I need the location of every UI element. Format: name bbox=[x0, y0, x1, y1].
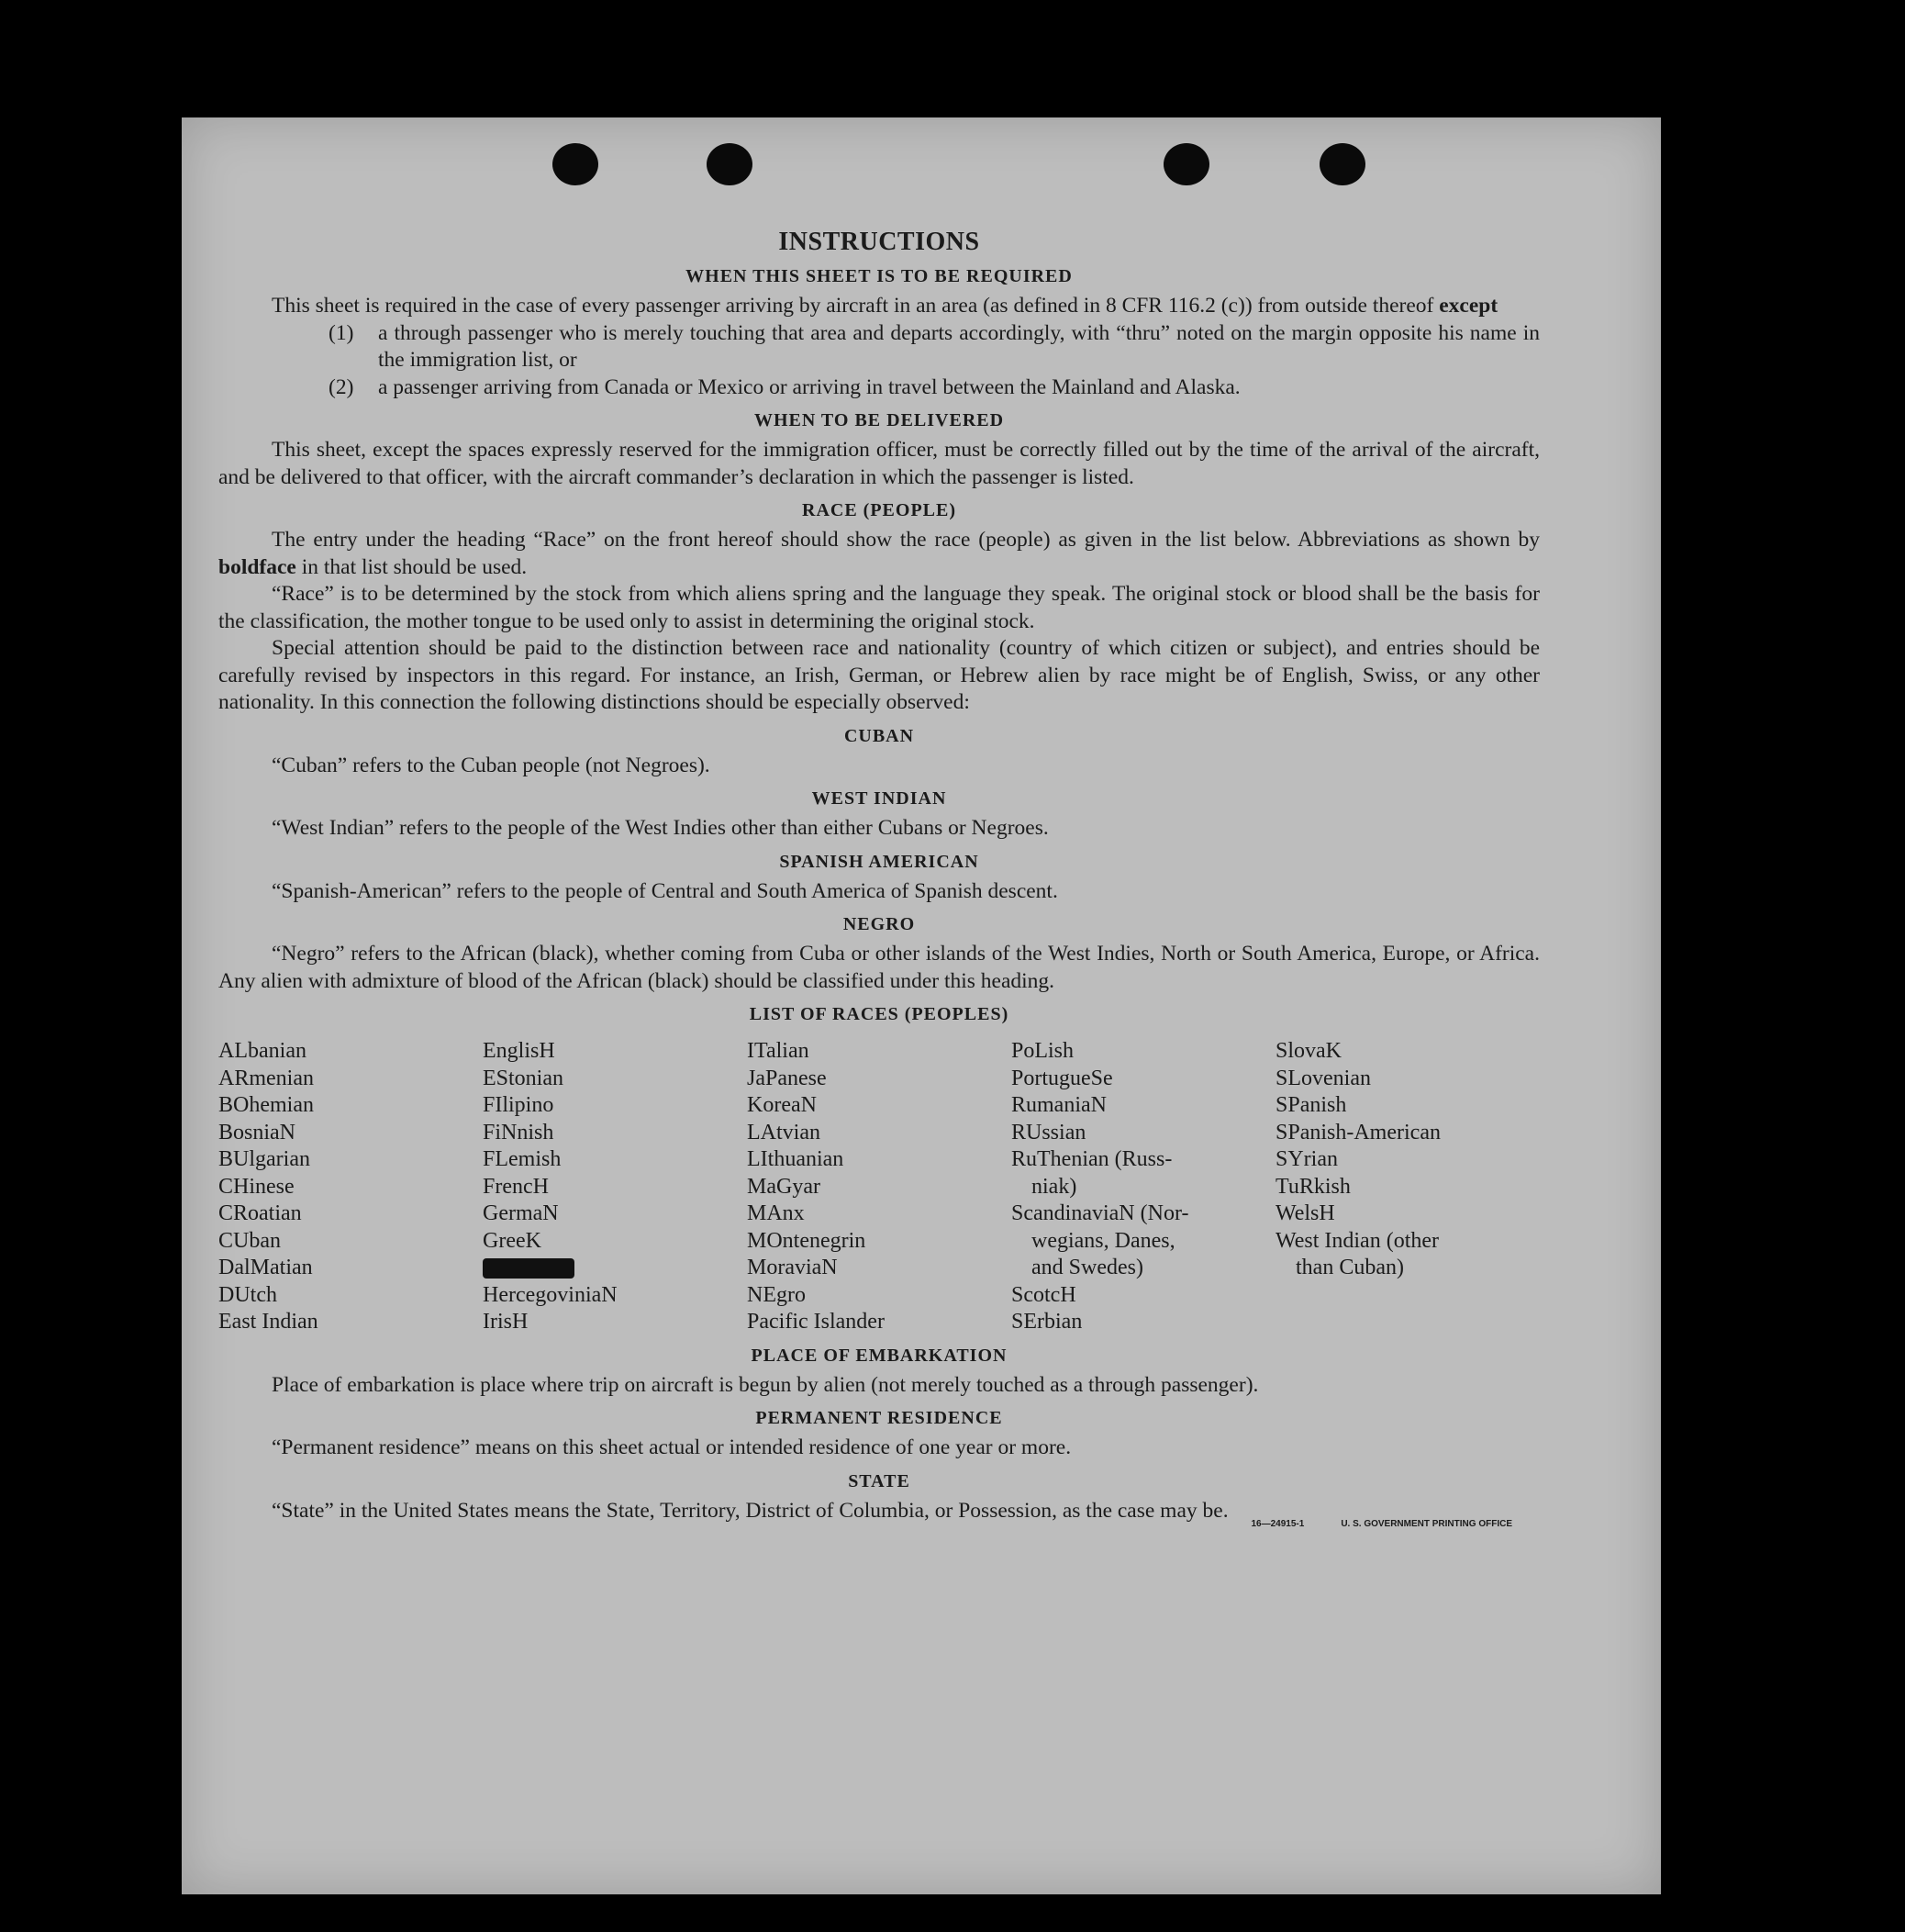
spanish-american-text: “Spanish-American” refers to the people of Central and South America of Spanish descent. bbox=[272, 878, 1058, 903]
race-entry: East Indian bbox=[218, 1310, 318, 1334]
race-entry: and Swedes) bbox=[1031, 1256, 1143, 1279]
race-entry: WelsH bbox=[1276, 1201, 1335, 1225]
document-content bbox=[218, 228, 1540, 1529]
required-item-2: (2) a passenger arriving from Canada or Mexico or arriving in travel between the Mainland and Alaska. bbox=[329, 374, 1241, 399]
cuban-text: “Cuban” refers to the Cuban people (not Negroes). bbox=[272, 753, 710, 777]
race-entry: LIthuanian bbox=[747, 1147, 844, 1171]
race-entry: MOntenegrin bbox=[747, 1228, 866, 1253]
redaction-mark bbox=[483, 1258, 574, 1279]
race-entry: wegians, Danes, bbox=[1031, 1228, 1175, 1253]
race-entry: MoraviaN bbox=[747, 1256, 838, 1279]
race-paragraph-2: “Race” is to be determined by the stock from which aliens spring and the language they speak. The original stock or blood shall be the basis for the classification, the mother tongue to be used only to assist in determining the original stock. bbox=[218, 582, 1540, 633]
race-entry: BUlgarian bbox=[218, 1147, 310, 1171]
race-entry: ARmenian bbox=[218, 1066, 314, 1090]
west-indian-text: “West Indian” refers to the people of the West Indies other than either Cubans or Negroes. bbox=[272, 816, 1049, 840]
race-entry: LAtvian bbox=[747, 1120, 820, 1145]
race-list-column-5 bbox=[1276, 1038, 1540, 1336]
heading-embarkation: PLACE OF EMBARKATION bbox=[751, 1345, 1008, 1366]
race-entry: FIlipino bbox=[483, 1093, 554, 1117]
race-entry: GreeK bbox=[483, 1228, 541, 1253]
heading-residence: PERMANENT RESIDENCE bbox=[755, 1408, 1003, 1428]
race-entry: NEgro bbox=[747, 1282, 806, 1307]
race-entry: ITalian bbox=[747, 1039, 809, 1063]
race-entry: RuThenian (Russ- bbox=[1011, 1147, 1173, 1171]
race-entry: SErbian bbox=[1011, 1310, 1083, 1334]
race-paragraph-3: Special attention should be paid to the distinction between race and nationality (country of which citizen or subject), and entries should be carefully revised by inspectors in this regard. For instance, an Irish, German, or Hebrew alien by race might be of English, Swiss, or any other nationality. In this connection the following distinctions should be especially observed: bbox=[218, 636, 1540, 714]
race-entry: KoreaN bbox=[747, 1093, 817, 1117]
negro-text: “Negro” refers to the African (black), whether coming from Cuba or other islands of the West Indies, North or South America, Europe, or Africa. Any alien with admixture of blood of the African (black) should be classified under this heading. bbox=[218, 942, 1540, 993]
race-entry: CHinese bbox=[218, 1174, 295, 1199]
punch-hole bbox=[707, 143, 752, 185]
race-entry: DUtch bbox=[218, 1282, 277, 1307]
race-entry: HercegoviniaN bbox=[483, 1282, 618, 1307]
race-entry: MaGyar bbox=[747, 1174, 820, 1199]
race-entry: RumaniaN bbox=[1011, 1093, 1107, 1117]
race-entry: PortugueSe bbox=[1011, 1066, 1113, 1090]
race-list-column-2 bbox=[483, 1038, 747, 1336]
race-entry: FrencH bbox=[483, 1174, 549, 1199]
race-entry: PoLish bbox=[1011, 1039, 1075, 1063]
punch-hole bbox=[552, 143, 598, 185]
race-entry: SYrian bbox=[1276, 1147, 1338, 1171]
heading-west-indian: WEST INDIAN bbox=[811, 788, 947, 809]
heading-race: RACE (PEOPLE) bbox=[802, 500, 956, 520]
race-entry: West Indian (other bbox=[1276, 1228, 1440, 1253]
race-entry: ScandinaviaN (Nor- bbox=[1011, 1201, 1189, 1225]
form-number: 16—24915-1 bbox=[1251, 1519, 1305, 1529]
punch-hole bbox=[1320, 143, 1365, 185]
race-entry: SLovenian bbox=[1276, 1066, 1371, 1090]
race-entry: SPanish-American bbox=[1276, 1120, 1441, 1145]
heading-list-of-races: LIST OF RACES (PEOPLES) bbox=[749, 1004, 1009, 1024]
embarkation-text: Place of embarkation is place where trip on aircraft is begun by alien (not merely touched as a through passenger). bbox=[272, 1372, 1259, 1397]
race-entry: IrisH bbox=[483, 1310, 529, 1334]
race-entry: SlovaK bbox=[1276, 1039, 1342, 1063]
race-list-column-4 bbox=[1011, 1038, 1276, 1336]
race-entry: BOhemian bbox=[218, 1093, 314, 1117]
race-entry: DalMatian bbox=[218, 1256, 313, 1279]
race-entry: CRoatian bbox=[218, 1201, 302, 1225]
heading-delivered: WHEN TO BE DELIVERED bbox=[753, 410, 1005, 430]
race-list-column-1 bbox=[218, 1038, 483, 1336]
race-entry: JaPanese bbox=[747, 1066, 827, 1090]
race-entry: GermaN bbox=[483, 1201, 559, 1225]
race-entry: than Cuban) bbox=[1296, 1256, 1404, 1279]
heading-negro: NEGRO bbox=[842, 914, 916, 934]
race-entry: CUban bbox=[218, 1228, 281, 1253]
race-list bbox=[218, 1038, 1540, 1336]
race-entry: ScotcH bbox=[1011, 1282, 1076, 1307]
heading-state: STATE bbox=[848, 1470, 910, 1491]
redacted-entry bbox=[483, 1255, 747, 1282]
race-entry: BosniaN bbox=[218, 1120, 295, 1145]
page-title: INSTRUCTIONS bbox=[778, 228, 980, 256]
required-intro: This sheet is required in the case of every passenger arriving by aircraft in an area (as defined in 8 CFR 116.2 (c)) from outside thereof except bbox=[272, 294, 1498, 318]
race-entry: EStonian bbox=[483, 1066, 563, 1090]
delivered-text: This sheet, except the spaces expressly reserved for the immigration officer, must be correctly filled out by the time of the arrival of the aircraft, and be delivered to that officer, with the aircraft commander’s declaration in which the passenger is listed. bbox=[218, 438, 1540, 489]
race-entry: SPanish bbox=[1276, 1093, 1347, 1117]
state-text: “State” in the United States means the State, Territory, District of Columbia, or Possession, as the case may be. bbox=[272, 1498, 1229, 1523]
race-entry: TuRkish bbox=[1276, 1174, 1351, 1199]
required-item-1: (1) a through passenger who is merely touching that area and departs accordingly, with “thru” noted on the margin opposite his name in the immigration list, or bbox=[329, 320, 1540, 372]
race-entry: ALbanian bbox=[218, 1039, 306, 1063]
race-paragraph-1: The entry under the heading “Race” on the front hereof should show the race (people) as given in the list below. Abbreviations as shown by boldface in that list should be used. bbox=[218, 528, 1540, 579]
residence-text: “Permanent residence” means on this sheet actual or intended residence of one year or more. bbox=[272, 1435, 1072, 1459]
document-sheet bbox=[182, 117, 1661, 1894]
race-entry: Pacific Islander bbox=[747, 1310, 885, 1334]
punch-hole bbox=[1164, 143, 1209, 185]
race-entry: niak) bbox=[1031, 1174, 1077, 1199]
printer-imprint: U. S. GOVERNMENT PRINTING OFFICE bbox=[1341, 1519, 1512, 1529]
heading-cuban: CUBAN bbox=[843, 725, 915, 746]
race-entry: RUssian bbox=[1011, 1120, 1086, 1145]
race-entry: FiNnish bbox=[483, 1120, 554, 1145]
race-list-column-3 bbox=[747, 1038, 1011, 1336]
heading-spanish-american: SPANISH AMERICAN bbox=[779, 851, 979, 872]
race-entry: EnglisH bbox=[483, 1039, 555, 1063]
heading-required: WHEN THIS SHEET IS TO BE REQUIRED bbox=[685, 266, 1073, 286]
race-entry: MAnx bbox=[747, 1201, 805, 1225]
race-entry: FLemish bbox=[483, 1147, 562, 1171]
